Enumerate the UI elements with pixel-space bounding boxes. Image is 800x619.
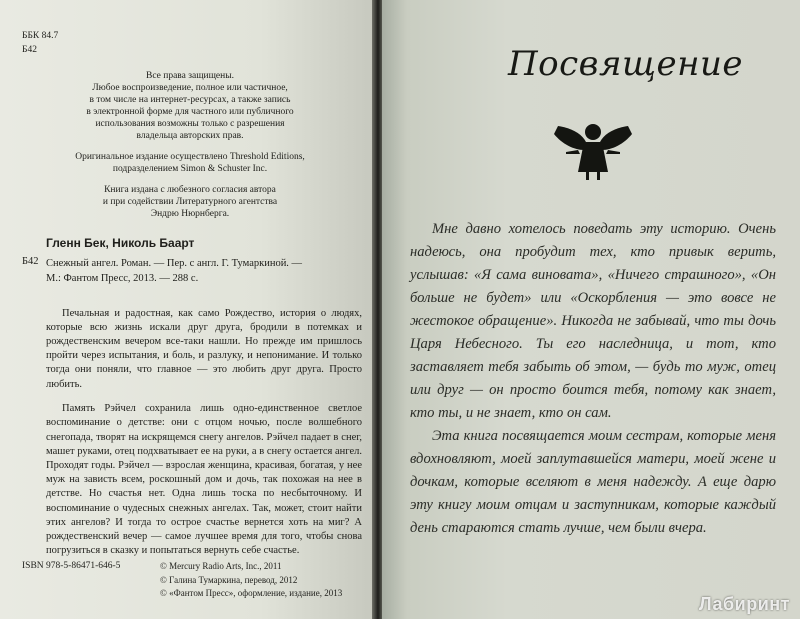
author-code: Б42: [22, 45, 37, 55]
dedication-text: [410, 218, 776, 540]
annotation: [46, 296, 362, 569]
watermark-logo: Лабиринт: [698, 594, 790, 614]
copyright-block: [160, 560, 342, 601]
original-line: подразделением Simon & Schuster Inc.: [112, 164, 268, 174]
rights-line: в электронной форме для частного или публичного: [86, 107, 294, 117]
rights-line: Любое воспроизведение, полное или частичное,: [92, 83, 288, 93]
annotation-paragraph: Память Рэйчел сохранила лишь одно-единственное светлое воспоминание о детстве: они с отцом ночью, после волшебного снегопада, творят на искрящемся снегу ангелов. Рэйчел падает в снег, машет руками, отец подхватывает ее на руки, а в снегу остается ангел. Проходят годы. Рэйчел — взрослая женщина, красивая, богатая, у нее муж на зависть всем, роскошный дом и дочь, так похожая на нее в детстве. Но счастья нет. Одна лишь тоска по несбыточному. И воспоминание о чудесных снежных ангелах. Так, может, стоит найти этих ангелов? И тогда то острое счастье вернется хоть на миг? А рождественский вечер — самое лучшее время для того, чтобы снова погрузиться в сказку и попытаться вернуть себе счастье.: [46, 403, 362, 557]
rights-block: [40, 70, 340, 142]
agency-line: Эндрю Нюрнберга.: [150, 209, 230, 219]
isbn: ISBN 978-5-86471-646-5: [22, 561, 121, 571]
biblio-code: Б42: [22, 256, 39, 267]
biblio-line: Снежный ангел. Роман. — Пер. с англ. Г. Тумаркиной. —: [46, 258, 303, 269]
biblio-line: М.: Фантом Пресс, 2013. — 288 с.: [46, 273, 199, 284]
book-authors: Гленн Бек, Николь Баарт: [46, 236, 195, 250]
rights-line: использования возможны только с разрешения: [95, 119, 285, 129]
original-edition: [40, 151, 340, 175]
bibliographic-record: [46, 256, 364, 286]
copyright-line: © Галина Тумаркина, перевод, 2012: [160, 574, 298, 585]
dedication-paragraph: Мне давно хотелось поведать эту историю. Очень надеюсь, она пробудит тех, кто привык верить, услышав: «Я сама виновата», «Ничего страшного», «Он больше не будет» или «Оскорбления — это вовсе не жестокое обращение». Никогда не забывай, что ты дочь Царя Небесного. Ты его наследница, и тот, кто заставляет тебя забыть об этом, — будь то муж, отец или друг — он просто боится тебя, потому как знает, кто ты, и не знает, кто он сам.: [410, 221, 776, 421]
agency-line: Книга издана с любезного согласия автора: [104, 185, 276, 195]
dedication-paragraph: Эта книга посвящается моим сестрам, которые меня вдохновляют, моей заплутавшейся матери, моей жене и дочкам, которые вселяют в меня надежду. А еще дарю эту книгу моим отцам и заступникам, которые каждый день стараются стать лучше, чем были вчера.: [410, 428, 776, 536]
book-spine-gutter: [372, 0, 382, 619]
bbk-index: ББК 84.7: [22, 31, 59, 41]
annotation-paragraph: Печальная и радостная, как само Рождество, история о людях, которые всю жизнь искали друг друга, бродили в потемках и рождественским вечером все-таки нашли. Но прежде им пришлось пройти через испытания, и боль, и разлуку, и непонимание. И только тогда они поняли, что главное — это любить друг друга. Просто любить.: [46, 307, 362, 390]
original-line: Оригинальное издание осуществлено Threshold Editions,: [75, 152, 305, 162]
copyright-line: © Mercury Radio Arts, Inc., 2011: [160, 561, 282, 571]
copyright-line: © «Фантом Пресс», оформление, издание, 2013: [160, 588, 343, 598]
rights-line: в том числе на интернет-ресурсах, а также запись: [89, 95, 291, 105]
right-page: [382, 0, 800, 619]
dedication-title: Посвящение: [508, 44, 744, 84]
agency-note: [40, 184, 340, 220]
angel-icon: [548, 120, 638, 186]
rights-line: Все права защищены.: [145, 71, 234, 81]
agency-line: и при содействии Литературного агентства: [102, 197, 278, 207]
rights-line: владельца авторских прав.: [136, 131, 244, 141]
left-page: [0, 0, 372, 619]
